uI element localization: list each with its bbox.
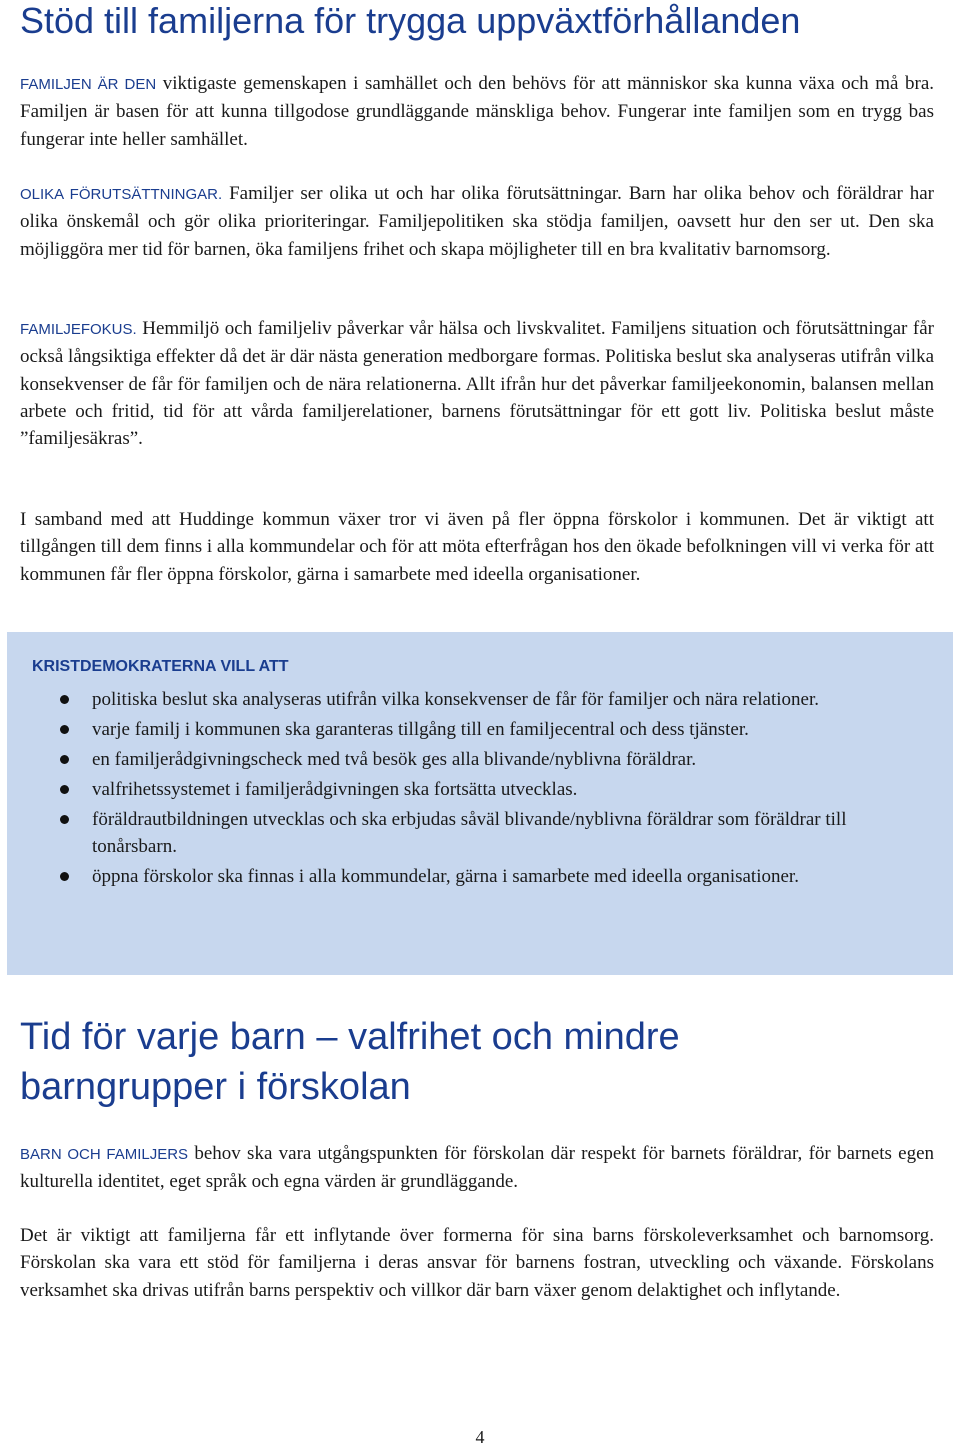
page-number: 4 bbox=[475, 1427, 485, 1447]
list-item: varje familj i kommunen ska garanteras tillgång till en familjecentral och dess tjänster. bbox=[60, 716, 900, 743]
bullet-icon bbox=[60, 695, 69, 704]
paragraph-inflytande: Det är viktigt att familjerna får ett inflytande över formerna för sina barns förskoleverksamhet och barnomsorg. Förskolan ska vara ett stöd för familjerna i deras ansvar för barnens fostran, utveckling och växande. Förskolans verksamhet ska drivas utifrån barns perspektiv och villkor där barn växer genom delaktighet och inflytande. bbox=[20, 1225, 934, 1301]
paragraph-text: behov ska vara utgångspunkten för förskolan där respekt för barnets föräldrar, för barnets egen kulturella identitet, eget språk och egna värden är grundläggande. bbox=[20, 1143, 935, 1193]
bullet-icon bbox=[60, 785, 69, 794]
paragraph-olika-forutsattningar bbox=[20, 180, 934, 263]
list-item: valfrihetssystemet i familjerådgivningen ska fortsätta utvecklas. bbox=[60, 776, 900, 803]
page-title: Stöd till familjerna för trygga uppväxtförhållanden bbox=[20, 0, 801, 41]
paragraph-barn-och-familjers bbox=[20, 1140, 934, 1196]
paragraph-text: Hemmiljö och familjeliv påverkar vår hälsa och livskvalitet. Familjens situation och förutsättningar får också långsiktiga effekter då det är där nästa generation medborgare formas. Politiska beslut ska analyseras utifrån vilka konsekvenser de får för familjen och de nära relationerna. Allt ifrån hur det påverkar familjeekonomin, balansen mellan arbete och fritid, tid för att vårda familjerelationer, barnens förutsättningar för ett gott liv. Politiska beslut måste ”familjesäkras”. bbox=[20, 318, 934, 450]
bullet-icon bbox=[60, 755, 69, 764]
bullet-icon bbox=[60, 815, 69, 824]
bullet-icon bbox=[60, 725, 69, 734]
list-item: politiska beslut ska analyseras utifrån vilka konsekvenser de får för familjer och nära relationer. bbox=[60, 686, 900, 713]
section-title: Tid för varje barn – valfrihet och mindre barngrupper i förskolan bbox=[20, 1016, 680, 1108]
list-item: föräldrautbildningen utvecklas och ska erbjudas såväl blivande/nyblivna föräldrar som föräldrar till tonårsbarn. bbox=[60, 806, 900, 860]
paragraph-text: viktigaste gemenskapen i samhället och den behövs för att människor ska kunna växa och må bra. Familjen är basen för att kunna tillgodose grundläggande mänskliga behov. Fungerar inte familjen som en trygg bas fungerar inte heller samhället. bbox=[20, 73, 934, 150]
list-item: öppna förskolor ska finnas i alla kommundelar, gärna i samarbete med ideella organisationer. bbox=[60, 863, 900, 890]
bullet-icon bbox=[60, 872, 69, 881]
paragraph-lead: FAMILJEN ÄR DEN bbox=[20, 76, 157, 93]
paragraph-oppna-forskolor: I samband med att Huddinge kommun växer tror vi även på fler öppna förskolor i kommunen. Det är viktigt att tillgången till dem finns i alla kommundelar och för att möta efterfrågan hos den ökade befolkningen vill vi verka för att kommunen får fler öppna förskolor, gärna i samarbete med ideella organisationer. bbox=[20, 509, 934, 585]
paragraph-lead: FAMILJEFOKUS. bbox=[20, 321, 137, 338]
list-item: en familjerådgivningscheck med två besök ges alla blivande/nyblivna föräldrar. bbox=[60, 746, 900, 773]
paragraph-familjen bbox=[20, 70, 934, 153]
paragraph-familjefokus bbox=[20, 315, 934, 452]
paragraph-lead: BARN OCH FAMILJERS bbox=[20, 1146, 189, 1163]
paragraph-lead: OLIKA FÖRUTSÄTTNINGAR. bbox=[20, 186, 223, 203]
paragraph-text: Familjer ser olika ut och har olika förutsättningar. Barn har olika behov och föräldrar har olika önskemål och gör olika prioriteringar. Familjepolitiken ska stödja familjen, oavsett hur den ser ut. Den ska möjliggöra mer tid för barnen, öka familjens frihet och skapa möjligheter till en bra kvalitativ barnomsorg. bbox=[20, 183, 934, 260]
policy-box-title: KRISTDEMOKRATERNA VILL ATT bbox=[32, 658, 289, 675]
policy-list bbox=[60, 686, 900, 893]
